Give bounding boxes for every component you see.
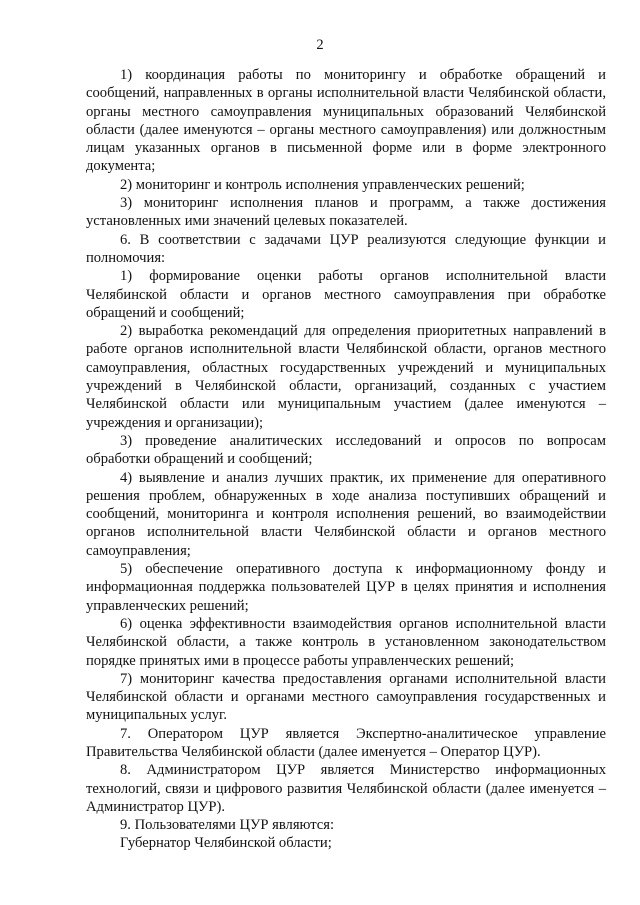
- paragraph-function-6: 6) оценка эффективности взаимодействия органов исполнительной власти Челябинской области, а также контроль в установленном законодательством порядке принятых ими в процессе работы управленческих решений;: [86, 615, 606, 669]
- paragraph-function-4: 4) выявление и анализ лучших практик, их применение для оперативного решения проблем, обнаруженных в ходе анализа поступивших обращений и сообщений, мониторинга и контроля исполнения решений, во взаимодействии органов исполнительной власти Челябинской области и органов местного самоуправления;: [86, 469, 606, 559]
- paragraph-user-governor: Губернатор Челябинской области;: [120, 835, 332, 852]
- paragraph-item-1: 1) координация работы по мониторингу и обработке обращений и сообщений, направленных в органы исполнительной власти Челябинской области, органы местного самоуправления муниципальных образований Челябинской области (далее именуются – органы местного самоуправления) или должностным лицам указанных органов в письменной форме или в форме электронного документа;: [86, 67, 606, 175]
- paragraph-section-8: 8. Администратором ЦУР является Министерство информационных технологий, связи и цифрового развития Челябинской области (далее именуется – Администратор ЦУР).: [86, 762, 606, 815]
- paragraph-function-1: 1) формирование оценки работы органов исполнительной власти Челябинской области и органов местного самоуправления при обработке обращений и сообщений;: [86, 268, 606, 321]
- paragraph-item-2: 2) мониторинг и контроль исполнения управленческих решений;: [120, 176, 525, 193]
- page-number: 2: [316, 37, 324, 53]
- paragraph-section-9: 9. Пользователями ЦУР являются:: [120, 817, 335, 834]
- paragraph-section-7: 7. Оператором ЦУР является Экспертно-аналитическое управление Правительства Челябинской области (далее именуется – Оператор ЦУР).: [86, 725, 606, 760]
- paragraph-function-3: 3) проведение аналитических исследований и опросов по вопросам обработки обращений и сообщений;: [86, 432, 606, 468]
- document-body: [86, 66, 606, 853]
- paragraph-function-7: 7) мониторинг качества предоставления органами исполнительной власти Челябинской области и органами местного самоуправления государственных и муниципальных услуг.: [86, 670, 606, 724]
- paragraph-section-6: 6. В соответствии с задачами ЦУР реализуются следующие функции и полномочия:: [86, 231, 606, 266]
- paragraph-item-3: 3) мониторинг исполнения планов и программ, а также достижения установленных ими значений целевых показателей.: [86, 195, 606, 230]
- paragraph-function-5: 5) обеспечение оперативного доступа к информационному фонду и информационная поддержка пользователей ЦУР в целях принятия и исполнения управленческих решений;: [86, 561, 606, 614]
- paragraph-function-2: 2) выработка рекомендаций для определения приоритетных направлений в работе органов исполнительной власти Челябинской области, органов местного самоуправления, областных государственных учреждений и муниципальных учреждений в Челябинской области, организаций, созданных с участием Челябинской области или муниципальным участием (далее именуются – учреждения и организации);: [86, 323, 606, 431]
